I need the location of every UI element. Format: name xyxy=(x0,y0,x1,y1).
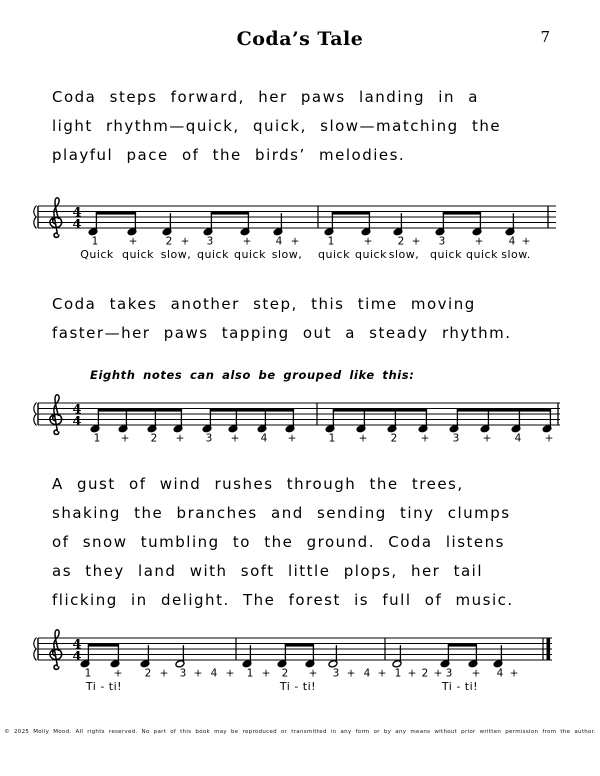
eighth-note-beam xyxy=(457,408,551,411)
eighth-note-beam xyxy=(443,211,481,214)
treble-clef-icon xyxy=(50,395,62,435)
text-line: of snow tumbling to the ground. Coda listens xyxy=(52,533,505,551)
beat-count: 2 xyxy=(150,432,158,445)
text-line: Coda takes another step, this time moving xyxy=(52,295,476,313)
beat-count: 1 xyxy=(327,235,335,248)
copyright-footer: © 2025 Molly Mood. All rights reserved. No part of this book may be reproduced or transmitted in any form or by any means without prior written permission from the author. xyxy=(4,729,596,735)
system-brace xyxy=(34,403,37,426)
lyric: quick xyxy=(430,248,462,261)
lyric: quick xyxy=(318,248,350,261)
time-signature: 4 xyxy=(72,637,82,653)
lyric: quick xyxy=(466,248,498,261)
beat-count: 3 xyxy=(332,667,340,680)
time-signature: 4 xyxy=(72,217,82,233)
lyric: slow, xyxy=(388,248,420,261)
beat-count: 1 xyxy=(394,667,402,680)
eighth-note-beam xyxy=(210,408,294,411)
beat-count: + xyxy=(242,235,252,248)
beat-count: + xyxy=(180,235,190,248)
beat-count: 1 xyxy=(328,432,336,445)
beat-count: 2 xyxy=(397,235,405,248)
beat-count: 3 xyxy=(445,667,453,680)
beat-count: + xyxy=(290,235,300,248)
beat-count: + xyxy=(411,235,421,248)
lyric: slow. xyxy=(501,248,531,261)
beat-count: + xyxy=(474,235,484,248)
beat-count: + xyxy=(363,235,373,248)
lyric: quick xyxy=(355,248,387,261)
beat-count: 2 xyxy=(165,235,173,248)
lyric: quick xyxy=(234,248,266,261)
story-paragraph-3 xyxy=(52,470,514,615)
beat-count: + xyxy=(482,432,492,445)
beat-count: + xyxy=(407,667,417,680)
lyric: Ti - ti! xyxy=(279,680,317,693)
eighth-note-beam xyxy=(98,408,182,411)
staff-caption: Eighth notes can also be grouped like this: xyxy=(90,368,415,382)
text-line: A gust of wind rushes through the trees, xyxy=(52,475,464,493)
beat-count: + xyxy=(544,432,554,445)
beat-count: + xyxy=(193,667,203,680)
lyric: Quick xyxy=(80,248,114,261)
text-line: faster—her paws tapping out a steady rhythm. xyxy=(52,324,512,342)
eighth-note-beam xyxy=(332,211,370,214)
lyric: quick xyxy=(197,248,229,261)
beat-count: + xyxy=(308,667,318,680)
time-signature: 4 xyxy=(72,414,82,430)
story-paragraph-1 xyxy=(52,83,501,170)
beat-count: + xyxy=(261,667,271,680)
eighth-note-beam xyxy=(285,643,314,646)
beat-count: + xyxy=(175,432,185,445)
lyric: Ti - ti! xyxy=(85,680,123,693)
text-line: playful pace of the birds’ melodies. xyxy=(52,146,406,164)
eighth-note-beam xyxy=(211,211,249,214)
beat-count: 3 xyxy=(438,235,446,248)
beat-count: 1 xyxy=(246,667,254,680)
music-staff-1 xyxy=(0,194,600,268)
lyric: Ti - ti! xyxy=(441,680,479,693)
text-line: light rhythm—quick, quick, slow—matching the xyxy=(52,117,502,135)
beat-count: 3 xyxy=(205,432,213,445)
beat-count: 3 xyxy=(452,432,460,445)
time-signature: 4 xyxy=(72,649,82,665)
beat-count: + xyxy=(346,667,356,680)
beat-count: 4 xyxy=(496,667,504,680)
eighth-note-beam xyxy=(88,643,119,646)
beat-count: 4 xyxy=(275,235,283,248)
system-brace xyxy=(34,206,37,229)
treble-clef-icon xyxy=(50,630,62,670)
beat-count: 4 xyxy=(210,667,218,680)
time-signature: 4 xyxy=(72,402,82,418)
lyric: slow, xyxy=(271,248,303,261)
text-line: as they land with soft little plops, her tail xyxy=(52,562,484,580)
text-line: shaking the branches and sending tiny clumps xyxy=(52,504,511,522)
beat-count: + xyxy=(420,432,430,445)
beat-count: 1 xyxy=(93,432,101,445)
music-staff-3 xyxy=(0,626,600,700)
beat-count: + xyxy=(287,432,297,445)
beat-count: + xyxy=(225,667,235,680)
text-line: Coda steps forward, her paws landing in a xyxy=(52,88,479,106)
beat-count: + xyxy=(159,667,169,680)
beat-count: + xyxy=(358,432,368,445)
eighth-note-beam xyxy=(96,211,136,214)
beat-count: + xyxy=(120,432,130,445)
system-brace xyxy=(34,638,37,661)
beat-count: + xyxy=(377,667,387,680)
treble-clef-icon xyxy=(50,198,62,238)
beat-count: + xyxy=(471,667,481,680)
lyric: quick xyxy=(122,248,154,261)
beat-count: 2 xyxy=(144,667,152,680)
beat-count: + xyxy=(521,235,531,248)
beat-count: + xyxy=(509,667,519,680)
beat-count: 4 xyxy=(363,667,371,680)
beat-count: + xyxy=(113,667,123,680)
beat-count: 2 xyxy=(421,667,429,680)
beat-count: 3 xyxy=(179,667,187,680)
eighth-note-beam xyxy=(448,643,477,646)
beat-count: 2 xyxy=(281,667,289,680)
page-number: 7 xyxy=(540,28,550,46)
time-signature: 4 xyxy=(72,205,82,221)
eighth-note-beam xyxy=(333,408,427,411)
beat-count: + xyxy=(433,667,443,680)
beat-count: 3 xyxy=(206,235,214,248)
final-barline-thick xyxy=(547,638,551,660)
page-title: Coda’s Tale xyxy=(236,28,364,50)
story-paragraph-2 xyxy=(52,290,512,348)
beat-count: + xyxy=(128,235,138,248)
beat-count: 4 xyxy=(260,432,268,445)
beat-count: 4 xyxy=(514,432,522,445)
music-staff-2 xyxy=(0,391,600,449)
lyric: slow, xyxy=(160,248,192,261)
beat-count: 1 xyxy=(84,667,92,680)
beat-count: 1 xyxy=(91,235,99,248)
beat-count: 2 xyxy=(390,432,398,445)
beat-count: + xyxy=(230,432,240,445)
beat-count: 4 xyxy=(508,235,516,248)
text-line: flicking in delight. The forest is full of music. xyxy=(52,591,514,609)
